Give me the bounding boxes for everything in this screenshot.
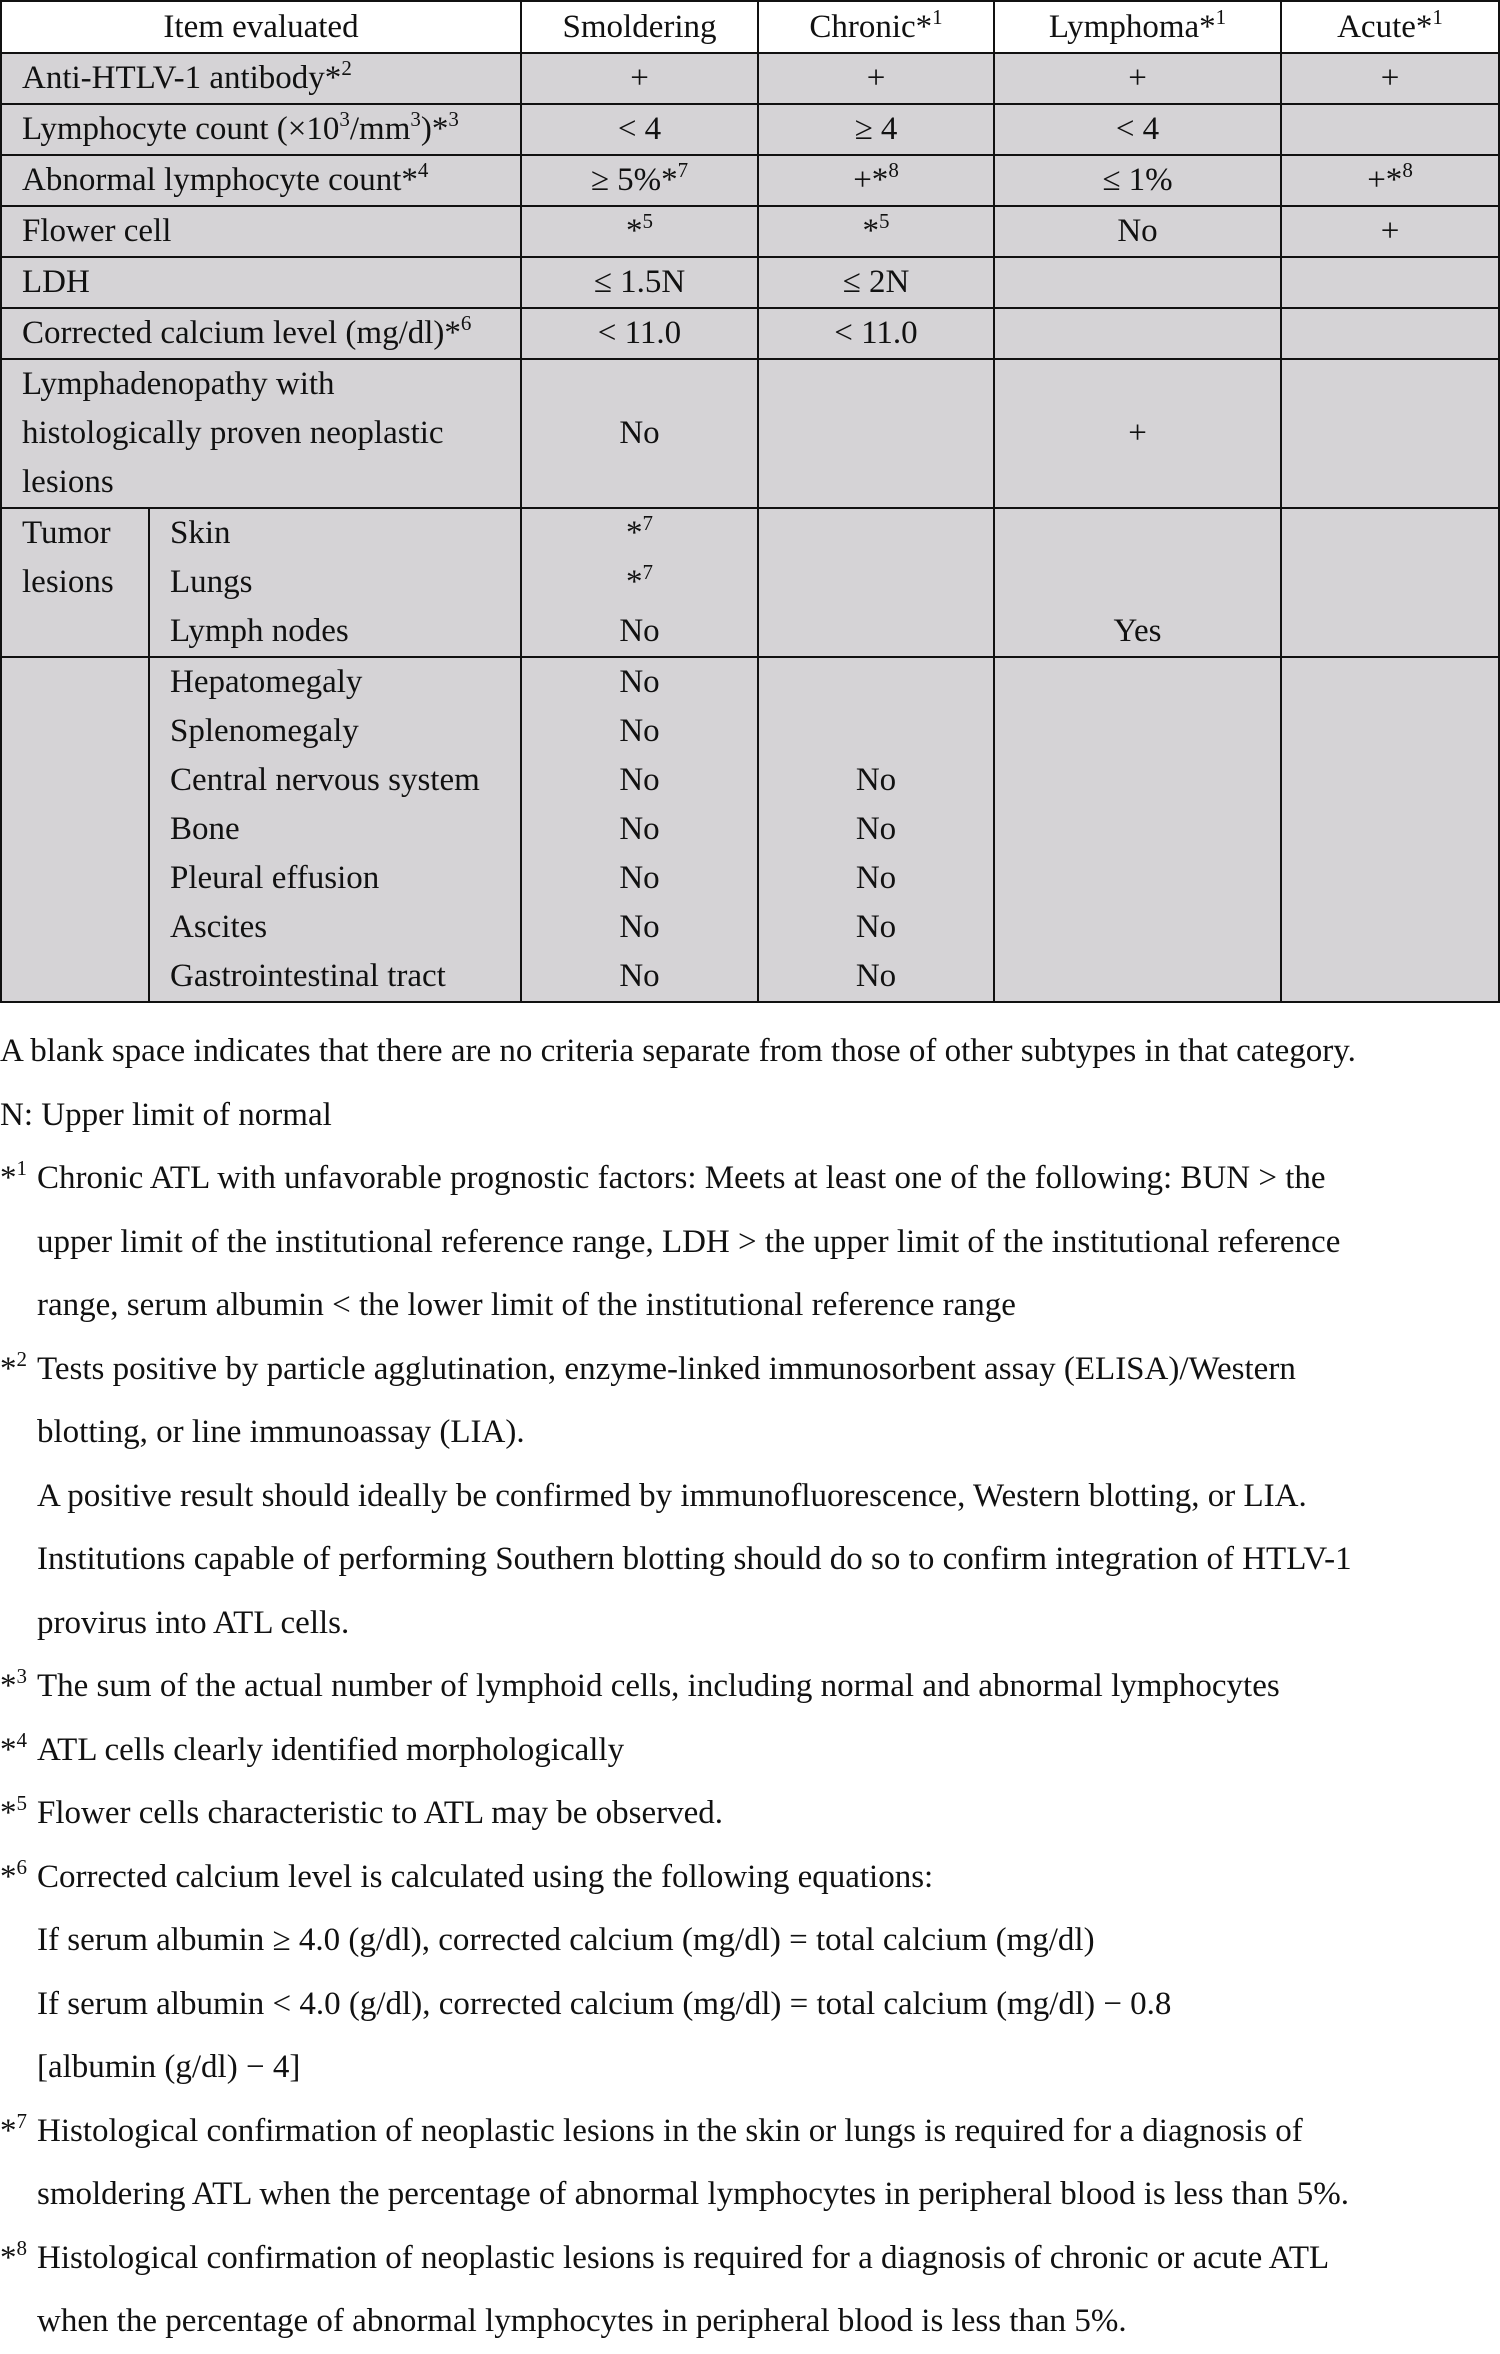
cell-acute (1281, 257, 1499, 308)
cell-chronic: ≤ 2N (758, 257, 994, 308)
cell-acute (1281, 657, 1499, 1002)
cell-chronic (758, 359, 994, 508)
sub-item: Splenomegaly (170, 713, 359, 749)
footnote-marker: *$^8$ (0, 2235, 27, 2276)
footnote-6: *$^6$ Corrected calcium level is calculated using the following equations: If serum albumin ≥ 4.0 (g/dl), corrected calcium (mg/dl) = total calcium (mg/dl) If serum albumin < 4.0 (g/dl), corrected calcium (mg/dl) = total calcium (mg/dl) − 0.8 [albumin (g/dl) − 4] (0, 1846, 1498, 2100)
cell-acute: + (1281, 53, 1499, 104)
footnote-marker: *$^4$ (0, 1727, 27, 1768)
row-label: Abnormal lymphocyte count*$^4$ (1, 155, 521, 206)
cell-smoldering: < 4 (521, 104, 758, 155)
row-ldh (1, 257, 1499, 308)
cell-smoldering: ≥ 5%*$^7$ (521, 155, 758, 206)
cell-lymphoma: + (994, 53, 1281, 104)
sub-item: Lymph nodes (170, 613, 349, 649)
cell-lymphoma: ≤ 1% (994, 155, 1281, 206)
cell-chronic: No No No No No (758, 657, 994, 1002)
row-label: Anti-HTLV-1 antibody*$^2$ (1, 53, 521, 104)
header-item-evaluated: Item evaluated (1, 1, 521, 53)
row-flower-cell (1, 206, 1499, 257)
row-other-organs (1, 657, 1499, 1002)
footnote-marker: *$^5$ (0, 1791, 27, 1831)
sub-item: Bone (170, 811, 240, 847)
tumor-sublist (149, 508, 521, 657)
footnote-marker: *$^6$ (0, 1854, 27, 1895)
table-header-row (1, 1, 1499, 53)
cell-acute: +*$^8$ (1281, 155, 1499, 206)
cell-chronic: +*$^8$ (758, 155, 994, 206)
footnote-5: *$^5$ Flower cells characteristic to ATL may be observed. (0, 1782, 1498, 1846)
footnote-marker: *$^3$ (0, 1664, 27, 1704)
sub-item: Lungs (170, 564, 253, 600)
cell-smoldering: No No No No No No No (521, 657, 758, 1002)
footnote-1: *$^1$ Chronic ATL with unfavorable prognostic factors: Meets at least one of the following: BUN > the upper limit of the institutional reference range, LDH > the upper limit of the institutional reference range, serum albumin < the lower limit of the institutional reference range (0, 1147, 1498, 1338)
footnote-3: *$^3$ The sum of the actual number of lymphoid cells, including normal and abnormal lymphocytes (0, 1655, 1498, 1719)
cell-lymphoma: < 4 (994, 104, 1281, 155)
other-sublist (149, 657, 521, 1002)
sub-item: Skin (170, 515, 231, 551)
cell-acute (1281, 508, 1499, 657)
note-blank-space: A blank space indicates that there are no criteria separate from those of other subtypes in that category. (0, 1033, 1356, 1069)
footnote-marker: *$^7$ (0, 2108, 27, 2149)
row-abnormal-lymphocyte (1, 155, 1499, 206)
row-label: Corrected calcium level (mg/dl)*$^6$ (1, 308, 521, 359)
cell-smoldering: *$^5$ (521, 206, 758, 257)
header-lymphoma: Lymphoma*$^1$ (994, 1, 1281, 53)
cell-lymphoma: No (994, 206, 1281, 257)
cell-acute (1281, 308, 1499, 359)
row-label: Lymphadenopathy with histologically proven neoplastic lesions (1, 359, 521, 508)
sub-item: Hepatomegaly (170, 664, 363, 700)
header-smoldering: Smoldering (521, 1, 758, 53)
cell-chronic: *$^5$ (758, 206, 994, 257)
row-lymphadenopathy (1, 359, 1499, 508)
row-corrected-calcium (1, 308, 1499, 359)
footnote-marker: *$^2$ (0, 1346, 27, 1387)
cell-lymphoma (994, 657, 1281, 1002)
footnote-marker: *$^1$ (0, 1156, 27, 1196)
row-label: Lymphocyte count $(\times 10^3/mm^3)*^3$ (1, 104, 521, 155)
cell-chronic (758, 508, 994, 657)
header-chronic: Chronic*$^1$ (758, 1, 994, 53)
cell-smoldering: < 11.0 (521, 308, 758, 359)
tumor-lesions-group-label: Tumor lesions (1, 508, 149, 657)
cell-lymphoma: + (994, 359, 1281, 508)
atl-criteria-table (0, 0, 1500, 1003)
sub-item: Gastrointestinal tract (170, 958, 446, 994)
row-label: LDH (1, 257, 521, 308)
cell-smoldering: + (521, 53, 758, 104)
cell-chronic: + (758, 53, 994, 104)
footnote-8: *$^8$ Histological confirmation of neoplastic lesions is required for a diagnosis of chronic or acute ATL when the percentage of abnormal lymphocytes in peripheral blood is less than 5%. (0, 2227, 1498, 2354)
cell-smoldering: No (521, 359, 758, 508)
cell-acute (1281, 104, 1499, 155)
footnote-7: *$^7$ Histological confirmation of neoplastic lesions in the skin or lungs is required for a diagnosis of smoldering ATL when the percentage of abnormal lymphocytes in peripheral blood is less than 5%. (0, 2100, 1498, 2227)
sub-item: Central nervous system (170, 762, 480, 798)
sub-item: Ascites (170, 909, 268, 945)
row-tumor-lesions (1, 508, 1499, 657)
row-lymphocyte-count (1, 104, 1499, 155)
other-group-label (1, 657, 149, 1002)
cell-lymphoma (994, 308, 1281, 359)
header-acute: Acute*$^1$ (1281, 1, 1499, 53)
cell-smoldering: ≤ 1.5N (521, 257, 758, 308)
cell-chronic: ≥ 4 (758, 104, 994, 155)
table-notes (0, 1020, 1498, 2354)
cell-acute (1281, 359, 1499, 508)
footnote-2: *$^2$ Tests positive by particle agglutination, enzyme-linked immunosorbent assay (ELISA)/Western blotting, or line immunoassay (LIA). A positive result should ideally be confirmed by immunofluorescence, Western blotting, or LIA. Institutions capable of performing Southern blotting should do so to confirm integration of HTLV-1 provirus into ATL cells. (0, 1338, 1498, 1656)
cell-lymphoma: Yes (994, 508, 1281, 657)
cell-lymphoma (994, 257, 1281, 308)
note-n-definition: N: Upper limit of normal (0, 1096, 332, 1133)
row-label: Flower cell (1, 206, 521, 257)
cell-acute: + (1281, 206, 1499, 257)
footnote-4: *$^4$ ATL cells clearly identified morphologically (0, 1719, 1498, 1783)
cell-smoldering: *$^7$ *$^7$ No (521, 508, 758, 657)
row-antibody (1, 53, 1499, 104)
sub-item: Pleural effusion (170, 860, 380, 896)
cell-chronic: < 11.0 (758, 308, 994, 359)
